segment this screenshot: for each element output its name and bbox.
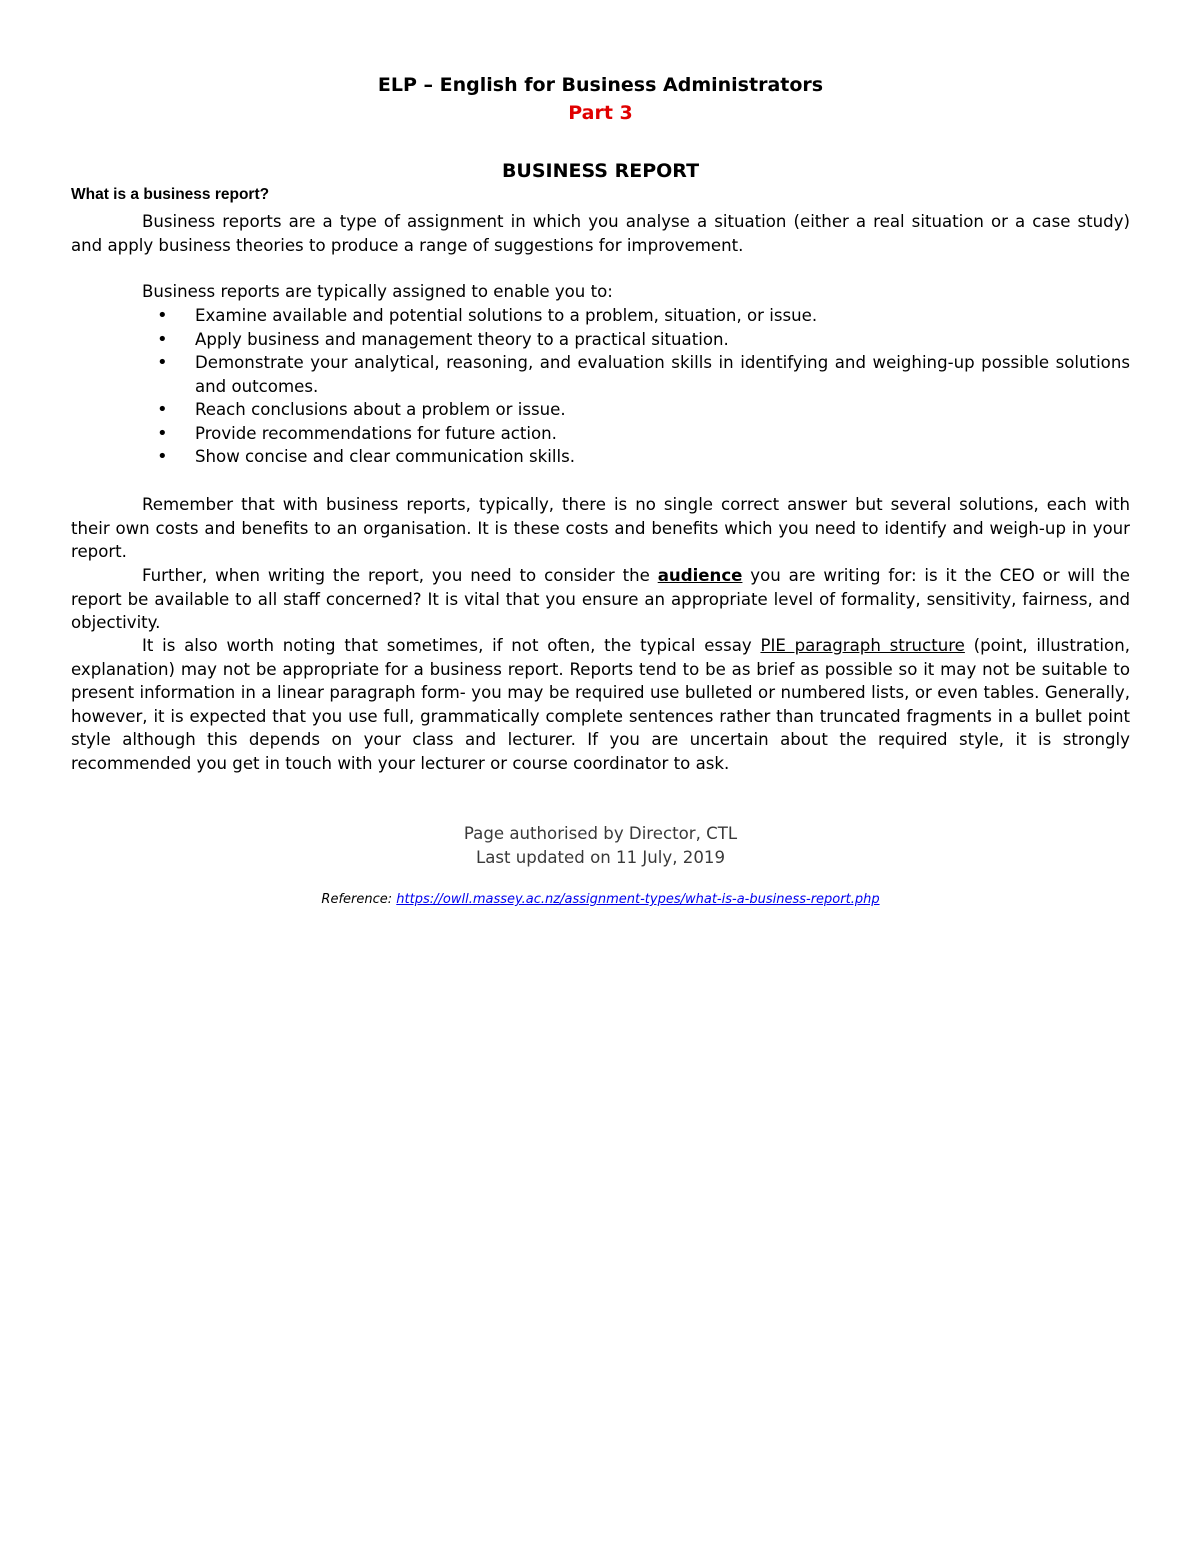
purpose-list: [71, 304, 1130, 469]
list-intro: Business reports are typically assigned to enable you to:: [142, 282, 613, 301]
last-updated: Last updated on 11 July, 2019: [475, 848, 726, 867]
bullet-icon: •: [157, 305, 168, 326]
paragraph-solutions: Remember that with business reports, typically, there is no single correct answer but several solutions, each with their own costs and benefits to an organisation. It is these costs and benefits which you need to identify and weigh-up in your report.: [71, 495, 1130, 561]
reference-line: [71, 892, 1130, 907]
paragraph-definition: Business reports are a type of assignment in which you analyse a situation (either a real situation or a case study) and apply business theories to produce a range of suggestions for improvement.: [71, 212, 1130, 255]
bullet-icon: •: [157, 352, 168, 373]
list-item: • Provide recommendations for future action.: [157, 422, 557, 444]
bullet-icon: •: [157, 328, 168, 350]
list-item: • Examine available and potential solutions to a problem, situation, or issue.: [157, 305, 818, 326]
pie-structure-link[interactable]: PIE paragraph structure: [760, 636, 965, 655]
reference-label: Reference:: [321, 892, 397, 907]
bullet-icon: •: [157, 399, 168, 420]
paragraph-audience: Further, when writing the report, you need to consider the audience you are writing for: is it the CEO or will the report be available to all staff concerned? It is vital that you ensure an appropriate level of formality, sensitivity, fairness, and objectivity.: [71, 566, 1131, 632]
list-item: • Apply business and management theory to a practical situation.: [157, 328, 729, 350]
part-label: Part 3: [568, 102, 633, 124]
document-title: ELP – English for Business Administrators: [377, 74, 824, 96]
list-item: • Reach conclusions about a problem or issue.: [157, 399, 566, 420]
authorised-note: Page authorised by Director, CTL: [463, 824, 738, 843]
bullet-icon: •: [157, 446, 168, 467]
paragraph-structure: It is also worth noting that sometimes, if not often, the typical essay PIE paragraph structure (point, illustration, explanation) may not be appropriate for a business report. Reports tend to be as brief as possible so it may not be suitable to present information in a linear paragraph form- you may be required use bulleted or numbered lists, or even tables. Generally, however, it is expected that you use full, grammatically complete sentences rather than truncated fragments in a bullet point style although this depends on your class and lecturer. If you are uncertain about the required style, it is strongly recommended you get in touch with your lecturer or course coordinator to ask.: [71, 636, 1130, 773]
bullet-icon: •: [157, 422, 168, 444]
audience-emphasis: audience: [657, 566, 743, 585]
list-item: • Show concise and clear communication skills.: [157, 446, 576, 467]
reference-link[interactable]: https://owll.massey.ac.nz/assignment-types/what-is-a-business-report.php: [396, 892, 880, 907]
question-heading: What is a business report?: [71, 186, 270, 203]
list-item: • Demonstrate your analytical, reasoning, and evaluation skills in identifying and weighing-up possible solutions and outcomes.: [157, 352, 1130, 396]
section-heading: BUSINESS REPORT: [501, 160, 700, 182]
